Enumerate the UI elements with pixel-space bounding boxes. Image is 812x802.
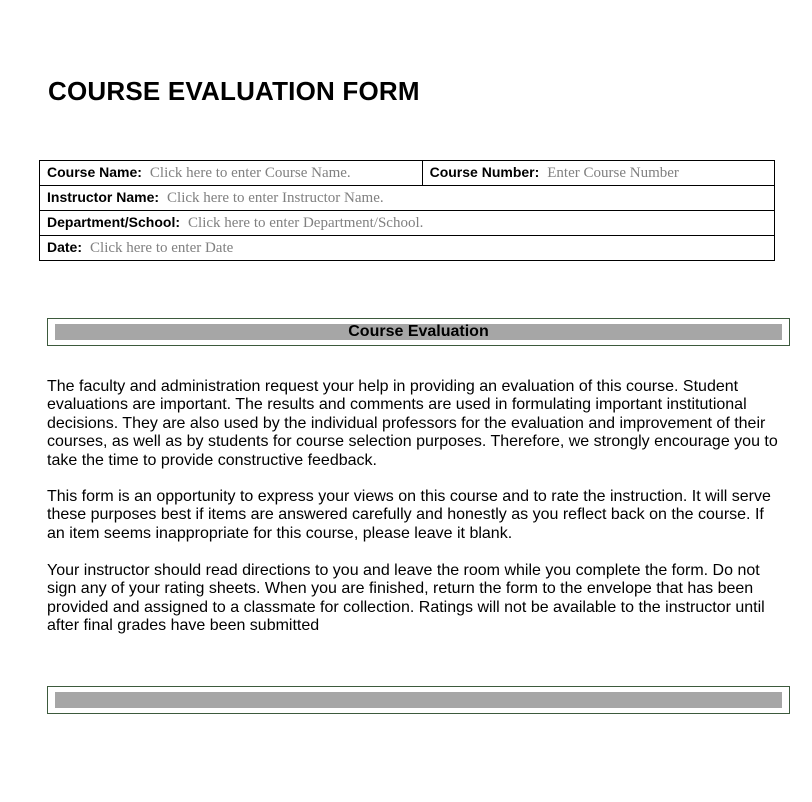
intro-paragraph: The faculty and administration request your help in providing an evaluation of this course. Student evaluations are important. The results and comments are used in formulating important institutional decisions. They are also used by the individual professors for the evaluation and improvement of their courses, as well as by students for course selection purposes. Therefore, we strongly encourage you to take the time to provide constructive feedback. [47, 378, 778, 469]
course-number-cell [422, 161, 774, 186]
course-number-label: Course Number: [429, 164, 540, 180]
form-title: COURSE EVALUATION FORM [48, 76, 420, 106]
instructor-name-label: Instructor Name: [47, 189, 160, 205]
table-row [40, 236, 775, 261]
course-number-field[interactable]: Enter Course Number [547, 165, 679, 181]
date-cell [40, 236, 775, 261]
section-heading: Course Evaluation [55, 324, 782, 340]
table-row [40, 211, 775, 236]
footer-heading [55, 692, 782, 708]
directions-paragraph: Your instructor should read directions to you and leave the room while you complete the form. Do not sign any of your rating sheets. When you are finished, return the form to the envelope that has been provided and assigned to a classmate for collection. Ratings will not be available to the instructor until after final grades have been submitted [47, 562, 765, 635]
course-name-field[interactable]: Click here to enter Course Name. [149, 165, 351, 181]
department-field[interactable]: Click here to enter Department/School. [188, 215, 424, 231]
date-label: Date: [47, 239, 83, 255]
footer-banner [47, 686, 790, 714]
table-row [40, 161, 775, 186]
instructor-name-cell [40, 186, 775, 211]
instructor-name-field[interactable]: Click here to enter Instructor Name. [167, 190, 384, 206]
course-info-table [39, 160, 775, 261]
department-cell [40, 211, 775, 236]
date-field[interactable]: Click here to enter Date [90, 240, 234, 256]
course-evaluation-banner [47, 318, 790, 346]
course-name-cell [40, 161, 423, 186]
course-name-label: Course Name: [47, 164, 142, 180]
purpose-paragraph: This form is an opportunity to express your views on this course and to rate the instruction. It will serve these purposes best if items are answered carefully and honestly as you reflect back on the course. If an item seems inappropriate for this course, please leave it blank. [47, 488, 771, 542]
department-label: Department/School: [47, 214, 181, 230]
table-row [40, 186, 775, 211]
